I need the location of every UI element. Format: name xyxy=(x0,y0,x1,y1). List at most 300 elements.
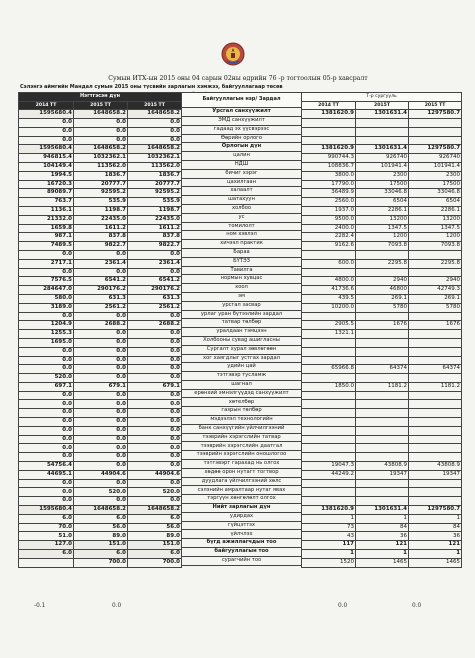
value-cell: 6.0 xyxy=(74,550,128,559)
value-cell: 1297580.7 xyxy=(409,145,462,154)
value-cell: 20777.7 xyxy=(74,180,128,189)
consolidated-table xyxy=(18,92,182,568)
value-cell: 6504 xyxy=(356,198,409,207)
value-cell xyxy=(302,409,356,418)
table-row xyxy=(19,365,182,374)
school-title: Т-р сургууль xyxy=(302,93,462,102)
table-row xyxy=(302,233,462,242)
value-cell: 520.0 xyxy=(128,488,182,497)
table-row xyxy=(19,162,182,171)
value-cell: 20777.7 xyxy=(128,180,182,189)
value-cell: 0.0 xyxy=(19,479,74,488)
table-row xyxy=(19,470,182,479)
value-cell: 1994.5 xyxy=(19,171,74,180)
item-names-table xyxy=(181,92,302,566)
value-cell xyxy=(409,497,462,506)
value-cell xyxy=(302,136,356,145)
item-name-cell: ЭМД санхүүжилт xyxy=(182,116,302,125)
table-row xyxy=(302,294,462,303)
value-cell xyxy=(356,118,409,127)
value-cell: 2286.1 xyxy=(409,206,462,215)
value-cell xyxy=(356,426,409,435)
value-cell: 0.0 xyxy=(74,347,128,356)
table-row xyxy=(182,521,302,530)
value-cell: 9822.7 xyxy=(128,242,182,251)
table-row xyxy=(182,152,302,161)
table-row xyxy=(302,224,462,233)
value-cell: 42749.3 xyxy=(409,286,462,295)
value-cell: 0.0 xyxy=(128,391,182,400)
value-cell: 0.0 xyxy=(19,365,74,374)
value-cell xyxy=(356,330,409,339)
table-row xyxy=(182,433,302,442)
value-cell: 1347.5 xyxy=(409,224,462,233)
item-name-cell: хөдөө орон нутагт тогтвор xyxy=(182,468,302,477)
table-row xyxy=(302,303,462,312)
table-row xyxy=(182,530,302,539)
value-cell: 0.0 xyxy=(128,400,182,409)
value-cell: 22435.0 xyxy=(128,215,182,224)
table-row xyxy=(302,268,462,277)
table-row xyxy=(19,198,182,207)
value-cell: 13200 xyxy=(409,215,462,224)
value-cell: 290176.2 xyxy=(74,286,128,295)
table-row xyxy=(182,416,302,425)
table-row xyxy=(302,171,462,180)
value-cell: 0.0 xyxy=(19,118,74,127)
table-row xyxy=(19,136,182,145)
item-name-cell: байгууллагын тоо xyxy=(182,548,302,557)
table-row xyxy=(182,504,302,513)
value-cell xyxy=(409,488,462,497)
value-cell xyxy=(409,391,462,400)
table-row xyxy=(182,460,302,469)
table-row xyxy=(302,347,462,356)
value-cell: 0.0 xyxy=(74,374,128,383)
value-cell: 1676 xyxy=(409,321,462,330)
table-row xyxy=(302,136,462,145)
table-row xyxy=(182,240,302,249)
value-cell: 92595.2 xyxy=(74,189,128,198)
item-name-cell: урлаг уран бүтээлийн зардал xyxy=(182,310,302,319)
item-name-cell: мэдээлэл технологийн xyxy=(182,416,302,425)
value-cell xyxy=(409,347,462,356)
value-cell: 1595680.4 xyxy=(19,145,74,154)
table-row xyxy=(19,154,182,163)
table-row xyxy=(19,321,182,330)
value-cell: 0.0 xyxy=(19,312,74,321)
table-row xyxy=(182,178,302,187)
value-cell: 1520 xyxy=(302,558,356,567)
table-row xyxy=(19,418,182,427)
item-name-cell: дуудлага үйлчилгээний хөлс xyxy=(182,477,302,486)
value-cell: 7489.5 xyxy=(19,242,74,251)
table-row xyxy=(19,391,182,400)
value-cell: 104149.4 xyxy=(19,162,74,171)
value-cell: 56.0 xyxy=(74,523,128,532)
value-cell xyxy=(356,268,409,277)
value-cell: 0.0 xyxy=(128,435,182,444)
table-row xyxy=(302,277,462,286)
value-cell: 600.0 xyxy=(302,259,356,268)
value-cell: 101941.4 xyxy=(356,162,409,171)
table-row xyxy=(302,118,462,127)
value-cell: 1465 xyxy=(409,558,462,567)
table-row xyxy=(19,294,182,303)
value-cell: 0.0 xyxy=(19,444,74,453)
value-cell xyxy=(302,347,356,356)
table-row xyxy=(182,160,302,169)
school-table xyxy=(301,92,462,568)
table-row xyxy=(182,477,302,486)
table-row xyxy=(302,541,462,550)
value-cell: 13200 xyxy=(356,215,409,224)
table-row xyxy=(182,310,302,319)
value-cell: 3800.0 xyxy=(302,171,356,180)
table-row xyxy=(19,426,182,435)
value-cell: 113562.0 xyxy=(128,162,182,171)
value-cell: 1301631.4 xyxy=(356,145,409,154)
state-emblem-icon xyxy=(221,41,245,67)
value-cell: 3189.0 xyxy=(19,303,74,312)
value-cell: 113562.0 xyxy=(74,162,128,171)
item-name-cell: тэргүүн хөнгөлөлт олгох xyxy=(182,495,302,504)
item-name-cell: Тавилга xyxy=(182,266,302,275)
table-row xyxy=(302,470,462,479)
value-cell xyxy=(409,330,462,339)
value-cell: 1255.3 xyxy=(19,330,74,339)
item-name-cell: Холбооны сувag ашигласны xyxy=(182,336,302,345)
value-cell: 0.0 xyxy=(19,391,74,400)
value-cell: 0.0 xyxy=(19,453,74,462)
value-cell: 0.0 xyxy=(128,136,182,145)
value-cell: 19347 xyxy=(356,470,409,479)
table-row xyxy=(182,301,302,310)
value-cell: 21332.0 xyxy=(19,215,74,224)
value-cell: 22435.0 xyxy=(74,215,128,224)
value-cell: 269.1 xyxy=(409,294,462,303)
value-cell: 987.1 xyxy=(19,233,74,242)
footer-value: 0.0 xyxy=(112,603,122,609)
value-cell: 17500 xyxy=(409,180,462,189)
value-cell: 36 xyxy=(356,532,409,541)
value-cell xyxy=(302,250,356,259)
value-cell: 43 xyxy=(302,532,356,541)
value-cell: 0.0 xyxy=(19,418,74,427)
value-cell: 70.0 xyxy=(19,523,74,532)
item-name-cell: НДШ xyxy=(182,160,302,169)
value-cell xyxy=(409,444,462,453)
value-cell: 41736.6 xyxy=(302,286,356,295)
item-name-cell: томилолт xyxy=(182,222,302,231)
value-cell xyxy=(302,338,356,347)
item-name-cell: удийн цай xyxy=(182,363,302,372)
value-cell: 1297580.7 xyxy=(409,110,462,119)
value-cell xyxy=(409,338,462,347)
value-cell: 926740 xyxy=(409,154,462,163)
value-cell xyxy=(356,479,409,488)
value-cell: 0.0 xyxy=(128,347,182,356)
value-cell: 0.0 xyxy=(74,127,128,136)
value-cell: 439.5 xyxy=(302,294,356,303)
value-cell: 0.0 xyxy=(128,462,182,471)
value-cell: 0.0 xyxy=(128,418,182,427)
value-cell xyxy=(302,418,356,427)
value-cell: 6504 xyxy=(409,198,462,207)
table-row xyxy=(182,248,302,257)
value-cell: 0.0 xyxy=(128,118,182,127)
table-row xyxy=(19,444,182,453)
table-row xyxy=(302,127,462,136)
table-row xyxy=(19,400,182,409)
value-cell: 1381620.9 xyxy=(302,506,356,515)
value-cell: 2361.4 xyxy=(74,259,128,268)
table-row xyxy=(19,550,182,559)
value-cell xyxy=(302,444,356,453)
item-name-cell: тэтгэвэрт гарахад нь олгох xyxy=(182,460,302,469)
table-row xyxy=(182,398,302,407)
table-row xyxy=(182,275,302,284)
table-row xyxy=(182,363,302,372)
value-cell xyxy=(409,127,462,136)
value-cell xyxy=(409,118,462,127)
value-cell: 1 xyxy=(356,550,409,559)
value-cell: 1136.1 xyxy=(19,206,74,215)
value-cell xyxy=(409,435,462,444)
table-row xyxy=(182,143,302,152)
value-cell: 0.0 xyxy=(74,497,128,506)
value-cell: 700.0 xyxy=(128,558,182,567)
value-cell: 84 xyxy=(409,523,462,532)
value-cell: 2295.8 xyxy=(356,259,409,268)
table-row xyxy=(302,558,462,567)
item-name-cell: гүйцэтгэх xyxy=(182,521,302,530)
value-cell xyxy=(302,118,356,127)
item-name-cell: бүгд ажиллагчдын тоо xyxy=(182,539,302,548)
table-row xyxy=(19,233,182,242)
value-cell: 0.0 xyxy=(19,409,74,418)
value-cell: 7093.8 xyxy=(356,242,409,251)
value-cell xyxy=(356,356,409,365)
item-header: Байгууллагын нэр/ Зардал xyxy=(182,93,302,108)
value-cell: 1 xyxy=(409,550,462,559)
value-cell: 290176.2 xyxy=(128,286,182,295)
value-cell: 2940 xyxy=(409,277,462,286)
value-cell: 1611.2 xyxy=(128,224,182,233)
value-cell: 0.0 xyxy=(74,268,128,277)
value-cell xyxy=(19,558,74,567)
value-cell: 121 xyxy=(356,541,409,550)
value-cell: 44904.6 xyxy=(128,470,182,479)
value-cell: 1648658.2 xyxy=(128,145,182,154)
table-row xyxy=(302,215,462,224)
value-cell: 16720.3 xyxy=(19,180,74,189)
table-row xyxy=(302,391,462,400)
value-cell: 0.0 xyxy=(19,426,74,435)
item-name-cell: уралдаан тэмцээн xyxy=(182,328,302,337)
value-cell: 763.7 xyxy=(19,198,74,207)
table-row xyxy=(302,365,462,374)
item-name-cell: гадаад эх үүсвэрээс xyxy=(182,125,302,134)
value-cell: 6.0 xyxy=(128,550,182,559)
table-row xyxy=(182,284,302,293)
table-row xyxy=(302,286,462,295)
item-name-cell: татвар төлбөр xyxy=(182,319,302,328)
table-row xyxy=(182,231,302,240)
value-cell xyxy=(409,400,462,409)
value-cell: 1032362.1 xyxy=(74,154,128,163)
value-cell: 127.0 xyxy=(19,541,74,550)
value-cell: 0.0 xyxy=(74,435,128,444)
value-cell: 0.0 xyxy=(74,356,128,365)
value-cell xyxy=(409,426,462,435)
value-cell: 33046.8 xyxy=(356,189,409,198)
table-row xyxy=(19,435,182,444)
table-row xyxy=(182,539,302,548)
table-row xyxy=(19,127,182,136)
item-name-cell: Урсгал санхүүжилт xyxy=(182,108,302,117)
table-row xyxy=(182,328,302,337)
item-name-cell: газрын төлбөр xyxy=(182,407,302,416)
table-row xyxy=(19,330,182,339)
table-row xyxy=(19,189,182,198)
value-cell: 926740 xyxy=(356,154,409,163)
table-row xyxy=(302,462,462,471)
document-title: Сумын ИТХ-ын 2015 оны 04 сарын 02ны өдрийн 76 -р тогтоолын 05-р хавсралт xyxy=(108,75,368,82)
value-cell: 0.0 xyxy=(74,400,128,409)
table-row xyxy=(182,125,302,134)
item-name-cell: эм xyxy=(182,292,302,301)
table-row xyxy=(19,479,182,488)
value-cell xyxy=(409,453,462,462)
table-row xyxy=(182,222,302,231)
table-row xyxy=(182,257,302,266)
value-cell: 33046.8 xyxy=(409,189,462,198)
value-cell: 631.3 xyxy=(128,294,182,303)
value-cell: 121 xyxy=(409,541,462,550)
value-cell xyxy=(356,127,409,136)
value-cell xyxy=(302,435,356,444)
value-cell: 697.1 xyxy=(19,382,74,391)
table-row xyxy=(302,550,462,559)
table-row xyxy=(182,380,302,389)
table-row xyxy=(19,286,182,295)
value-cell: 17790.0 xyxy=(302,180,356,189)
value-cell xyxy=(409,479,462,488)
table-row xyxy=(302,532,462,541)
table-row xyxy=(302,400,462,409)
footer-value: -0.1 xyxy=(34,603,46,609)
value-cell: 43808.9 xyxy=(356,462,409,471)
value-cell xyxy=(409,268,462,277)
table-row xyxy=(182,187,302,196)
table-row xyxy=(302,162,462,171)
table-row xyxy=(302,409,462,418)
value-cell: 64374 xyxy=(409,365,462,374)
table-row xyxy=(302,154,462,163)
table-row xyxy=(182,512,302,521)
table-row xyxy=(302,198,462,207)
value-cell: 2561.2 xyxy=(74,303,128,312)
table-row xyxy=(19,180,182,189)
table-row xyxy=(19,514,182,523)
value-cell: 0.0 xyxy=(74,409,128,418)
value-cell xyxy=(302,356,356,365)
value-cell: 631.3 xyxy=(74,294,128,303)
value-cell: 2940 xyxy=(356,277,409,286)
table-row xyxy=(19,242,182,251)
table-row xyxy=(302,382,462,391)
value-cell: 0.0 xyxy=(74,136,128,145)
value-cell: 0.0 xyxy=(128,426,182,435)
value-cell xyxy=(356,409,409,418)
table-row xyxy=(182,424,302,433)
value-cell: 19347 xyxy=(409,470,462,479)
value-cell: 6.0 xyxy=(74,514,128,523)
value-cell: 7576.5 xyxy=(19,277,74,286)
value-cell: 5780 xyxy=(409,303,462,312)
item-name-cell: Нийт зарлагын дүн xyxy=(182,504,302,513)
table-row xyxy=(182,196,302,205)
value-cell: 0.0 xyxy=(19,250,74,259)
table-row xyxy=(302,259,462,268)
value-cell: 1381620.9 xyxy=(302,110,356,119)
value-cell: 2400.0 xyxy=(302,224,356,233)
table-row xyxy=(19,303,182,312)
table-row xyxy=(19,338,182,347)
item-name-cell: хог хаягдлыг устгах зардал xyxy=(182,354,302,363)
item-name-cell: удирдах xyxy=(182,512,302,521)
value-cell: 837.8 xyxy=(128,233,182,242)
value-cell: 0.0 xyxy=(128,338,182,347)
value-cell: 520.0 xyxy=(19,374,74,383)
value-cell: 89.0 xyxy=(74,532,128,541)
value-cell: 84 xyxy=(356,523,409,532)
value-cell: 1648658.2 xyxy=(74,110,128,119)
table-row xyxy=(182,169,302,178)
table-row xyxy=(302,426,462,435)
value-cell xyxy=(409,418,462,427)
value-cell: 837.8 xyxy=(74,233,128,242)
value-cell xyxy=(356,453,409,462)
value-cell xyxy=(409,409,462,418)
value-cell: 2688.2 xyxy=(128,321,182,330)
value-cell: 946815.4 xyxy=(19,154,74,163)
value-cell: 6541.2 xyxy=(128,277,182,286)
value-cell: 990744.3 xyxy=(302,154,356,163)
value-cell: 0.0 xyxy=(19,268,74,277)
table-row xyxy=(302,250,462,259)
value-cell: 1 xyxy=(356,514,409,523)
table-row xyxy=(19,215,182,224)
value-cell: 0.0 xyxy=(74,312,128,321)
value-cell xyxy=(356,391,409,400)
value-cell: 17500 xyxy=(356,180,409,189)
value-cell: 9162.6 xyxy=(302,242,356,251)
value-cell: 1611.2 xyxy=(74,224,128,233)
value-cell: 2300 xyxy=(409,171,462,180)
table-row xyxy=(302,514,462,523)
table-row xyxy=(19,409,182,418)
value-cell xyxy=(302,453,356,462)
col-header: 2015 ТТ xyxy=(409,101,462,110)
item-name-cell: сэлэнийн амралтаар нутаг явах xyxy=(182,486,302,495)
table-row xyxy=(19,382,182,391)
value-cell: 89089.7 xyxy=(19,189,74,198)
table-row xyxy=(302,321,462,330)
table-row xyxy=(182,336,302,345)
value-cell: 1200 xyxy=(356,233,409,242)
